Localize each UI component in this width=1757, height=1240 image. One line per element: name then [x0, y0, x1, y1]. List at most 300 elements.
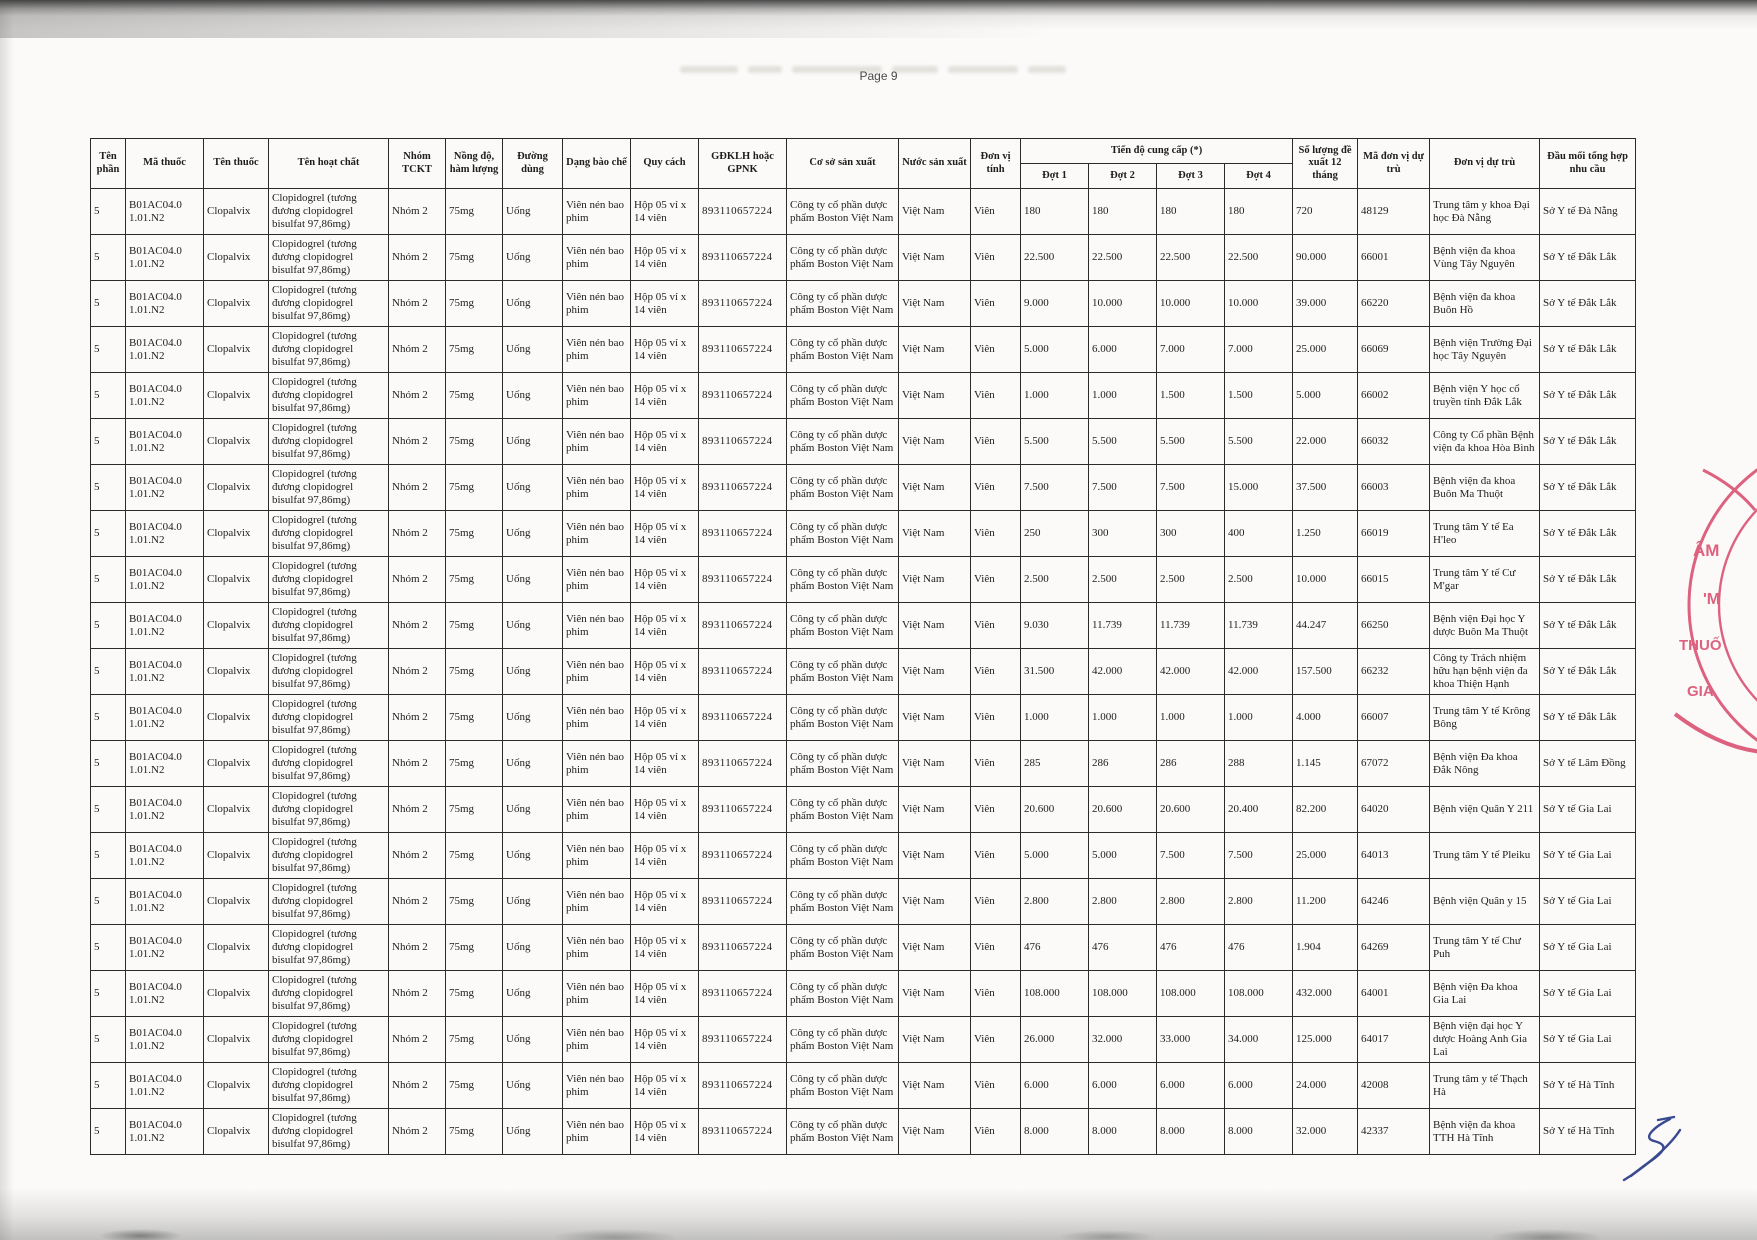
cell-unit-name: Trung tâm y tế Thạch Hà: [1430, 1063, 1540, 1109]
header-don-vi-tinh: Đơn vị tính: [971, 139, 1021, 189]
cell-group: Nhóm 2: [389, 603, 446, 649]
cell-dot4: 476: [1225, 925, 1293, 971]
cell-reg-no: 893110657224: [699, 1017, 787, 1063]
cell-unit-name: Trung tâm Y tế Pleiku: [1430, 833, 1540, 879]
table-row: [91, 603, 1636, 649]
cell-dot4: 2.500: [1225, 557, 1293, 603]
cell-route: Uống: [503, 925, 563, 971]
cell-section-no: 5: [91, 971, 126, 1017]
cell-drug-code: B01AC04.0 1.01.N2: [126, 1063, 204, 1109]
stamp-text-fragment-1: ÂM: [1693, 541, 1720, 560]
cell-focal: Sở Y tế Gia Lai: [1540, 925, 1636, 971]
cell-unit-code: 64001: [1358, 971, 1430, 1017]
cell-unit: Viên: [971, 695, 1021, 741]
cell-drug-name: Clopalvix: [204, 557, 269, 603]
cell-dot2: 108.000: [1089, 971, 1157, 1017]
cell-dosage-form: Viên nén bao phim: [563, 833, 631, 879]
cell-strength: 75mg: [446, 557, 503, 603]
cell-active-ingredient: Clopidogrel (tương đương clopidogrel bisulfat 97,86mg): [269, 971, 389, 1017]
cell-dot1: 7.500: [1021, 465, 1089, 511]
cell-reg-no: 893110657224: [699, 649, 787, 695]
cell-section-no: 5: [91, 879, 126, 925]
cell-focal: Sở Y tế Đắk Lắk: [1540, 327, 1636, 373]
cell-active-ingredient: Clopidogrel (tương đương clopidogrel bisulfat 97,86mg): [269, 741, 389, 787]
cell-dot1: 2.500: [1021, 557, 1089, 603]
cell-dot4: 108.000: [1225, 971, 1293, 1017]
cell-total: 432.000: [1293, 971, 1358, 1017]
cell-unit-code: 66069: [1358, 327, 1430, 373]
cell-group: Nhóm 2: [389, 741, 446, 787]
cell-route: Uống: [503, 833, 563, 879]
cell-drug-code: B01AC04.0 1.01.N2: [126, 1109, 204, 1155]
cell-focal: Sở Y tế Đắk Lắk: [1540, 465, 1636, 511]
cell-total: 25.000: [1293, 327, 1358, 373]
cell-strength: 75mg: [446, 833, 503, 879]
cell-reg-no: 893110657224: [699, 235, 787, 281]
cell-unit-code: 42008: [1358, 1063, 1430, 1109]
cell-focal: Sở Y tế Hà Tĩnh: [1540, 1109, 1636, 1155]
cell-dot2: 7.500: [1089, 465, 1157, 511]
cell-country: Việt Nam: [899, 741, 971, 787]
cell-active-ingredient: Clopidogrel (tương đương clopidogrel bisulfat 97,86mg): [269, 373, 389, 419]
cell-dosage-form: Viên nén bao phim: [563, 511, 631, 557]
cell-group: Nhóm 2: [389, 465, 446, 511]
cell-group: Nhóm 2: [389, 879, 446, 925]
cell-group: Nhóm 2: [389, 971, 446, 1017]
cell-unit: Viên: [971, 511, 1021, 557]
cell-unit: Viên: [971, 833, 1021, 879]
cell-dot3: 8.000: [1157, 1109, 1225, 1155]
cell-group: Nhóm 2: [389, 189, 446, 235]
cell-unit-name: Bệnh viện Quân y 15: [1430, 879, 1540, 925]
cell-group: Nhóm 2: [389, 511, 446, 557]
cell-dot3: 22.500: [1157, 235, 1225, 281]
table-row: [91, 189, 1636, 235]
cell-dot3: 7.000: [1157, 327, 1225, 373]
cell-total: 44.247: [1293, 603, 1358, 649]
cell-dot2: 286: [1089, 741, 1157, 787]
cell-dot3: 33.000: [1157, 1017, 1225, 1063]
cell-group: Nhóm 2: [389, 1017, 446, 1063]
cell-focal: Sở Y tế Đắk Lắk: [1540, 649, 1636, 695]
cell-country: Việt Nam: [899, 925, 971, 971]
cell-dot3: 11.739: [1157, 603, 1225, 649]
cell-unit-code: 64020: [1358, 787, 1430, 833]
cell-manufacturer: Công ty cổ phần dược phẩm Boston Việt Nam: [787, 465, 899, 511]
cell-group: Nhóm 2: [389, 695, 446, 741]
cell-route: Uống: [503, 373, 563, 419]
cell-dot4: 15.000: [1225, 465, 1293, 511]
cell-unit-name: Bệnh viện Trường Đại học Tây Nguyên: [1430, 327, 1540, 373]
cell-dot2: 2.800: [1089, 879, 1157, 925]
table-row: [91, 1109, 1636, 1155]
cell-dot1: 108.000: [1021, 971, 1089, 1017]
header-don-vi-du-tru: Đơn vị dự trù: [1430, 139, 1540, 189]
cell-unit: Viên: [971, 971, 1021, 1017]
cell-reg-no: 893110657224: [699, 557, 787, 603]
cell-dot4: 34.000: [1225, 1017, 1293, 1063]
cell-dot1: 31.500: [1021, 649, 1089, 695]
cell-dot2: 6.000: [1089, 327, 1157, 373]
cell-dot4: 7.000: [1225, 327, 1293, 373]
cell-dosage-form: Viên nén bao phim: [563, 465, 631, 511]
cell-packaging: Hộp 05 vỉ x 14 viên: [631, 1017, 699, 1063]
cell-dot2: 180: [1089, 189, 1157, 235]
cell-group: Nhóm 2: [389, 833, 446, 879]
header-dot-1: Đợt 1: [1021, 164, 1089, 189]
cell-unit: Viên: [971, 1017, 1021, 1063]
cell-dot4: 1.500: [1225, 373, 1293, 419]
cell-unit-name: Trung tâm Y tế Ea H'leo: [1430, 511, 1540, 557]
cell-strength: 75mg: [446, 695, 503, 741]
cell-unit: Viên: [971, 1063, 1021, 1109]
cell-unit-name: Bệnh viện đa khoa Buôn Hồ: [1430, 281, 1540, 327]
cell-section-no: 5: [91, 603, 126, 649]
cell-manufacturer: Công ty cổ phần dược phẩm Boston Việt Nam: [787, 373, 899, 419]
cell-country: Việt Nam: [899, 235, 971, 281]
cell-unit-code: 64246: [1358, 879, 1430, 925]
cell-manufacturer: Công ty cổ phần dược phẩm Boston Việt Nam: [787, 419, 899, 465]
cell-drug-name: Clopalvix: [204, 1063, 269, 1109]
cell-dot1: 2.800: [1021, 879, 1089, 925]
cell-dot1: 9.030: [1021, 603, 1089, 649]
cell-active-ingredient: Clopidogrel (tương đương clopidogrel bisulfat 97,86mg): [269, 695, 389, 741]
cell-reg-no: 893110657224: [699, 373, 787, 419]
cell-dot2: 10.000: [1089, 281, 1157, 327]
drug-supply-table: [90, 138, 1636, 1155]
cell-unit-code: 66007: [1358, 695, 1430, 741]
cell-dot3: 476: [1157, 925, 1225, 971]
cell-unit-code: 64017: [1358, 1017, 1430, 1063]
cell-total: 22.000: [1293, 419, 1358, 465]
cell-manufacturer: Công ty cổ phần dược phẩm Boston Việt Nam: [787, 235, 899, 281]
cell-route: Uống: [503, 1109, 563, 1155]
cell-active-ingredient: Clopidogrel (tương đương clopidogrel bisulfat 97,86mg): [269, 511, 389, 557]
cell-strength: 75mg: [446, 879, 503, 925]
table-row: [91, 833, 1636, 879]
cell-section-no: 5: [91, 281, 126, 327]
cell-unit-name: Bệnh viện đại học Y dược Hoàng Anh Gia Lai: [1430, 1017, 1540, 1063]
header-ma-don-vi: Mã đơn vị dự trù: [1358, 139, 1430, 189]
stamp-text-fragment-3: THUỐ: [1679, 637, 1722, 654]
cell-total: 90.000: [1293, 235, 1358, 281]
cell-country: Việt Nam: [899, 281, 971, 327]
cell-drug-code: B01AC04.0 1.01.N2: [126, 557, 204, 603]
cell-focal: Sở Y tế Gia Lai: [1540, 971, 1636, 1017]
cell-country: Việt Nam: [899, 603, 971, 649]
header-ten-hoat-chat: Tên hoạt chất: [269, 139, 389, 189]
cell-dot4: 7.500: [1225, 833, 1293, 879]
cell-dosage-form: Viên nén bao phim: [563, 971, 631, 1017]
cell-unit-code: 67072: [1358, 741, 1430, 787]
cell-section-no: 5: [91, 189, 126, 235]
cell-group: Nhóm 2: [389, 281, 446, 327]
cell-packaging: Hộp 05 vỉ x 14 viên: [631, 603, 699, 649]
cell-unit-code: 66001: [1358, 235, 1430, 281]
cell-dosage-form: Viên nén bao phim: [563, 1063, 631, 1109]
cell-unit: Viên: [971, 465, 1021, 511]
cell-country: Việt Nam: [899, 649, 971, 695]
cell-focal: Sở Y tế Gia Lai: [1540, 833, 1636, 879]
cell-unit-code: 64013: [1358, 833, 1430, 879]
cell-active-ingredient: Clopidogrel (tương đương clopidogrel bisulfat 97,86mg): [269, 925, 389, 971]
cell-country: Việt Nam: [899, 695, 971, 741]
cell-drug-code: B01AC04.0 1.01.N2: [126, 879, 204, 925]
cell-dot4: 2.800: [1225, 879, 1293, 925]
cell-unit-name: Bệnh viện đa khoa Buôn Ma Thuột: [1430, 465, 1540, 511]
handwritten-signature-mark: [1612, 1112, 1708, 1198]
cell-unit-name: Bệnh viện Đa khoa Đắk Nông: [1430, 741, 1540, 787]
cell-packaging: Hộp 05 vỉ x 14 viên: [631, 879, 699, 925]
cell-unit-name: Bệnh viện đa khoa Vùng Tây Nguyên: [1430, 235, 1540, 281]
scan-artifact-left-shade: [0, 0, 14, 1240]
cell-unit-code: 66003: [1358, 465, 1430, 511]
cell-unit-code: 64269: [1358, 925, 1430, 971]
cell-total: 82.200: [1293, 787, 1358, 833]
cell-focal: Sở Y tế Đắk Lắk: [1540, 603, 1636, 649]
cell-active-ingredient: Clopidogrel (tương đương clopidogrel bisulfat 97,86mg): [269, 1017, 389, 1063]
cell-section-no: 5: [91, 925, 126, 971]
cell-group: Nhóm 2: [389, 327, 446, 373]
cell-reg-no: 893110657224: [699, 971, 787, 1017]
cell-dosage-form: Viên nén bao phim: [563, 189, 631, 235]
cell-manufacturer: Công ty cổ phần dược phẩm Boston Việt Nam: [787, 603, 899, 649]
cell-section-no: 5: [91, 649, 126, 695]
cell-dosage-form: Viên nén bao phim: [563, 419, 631, 465]
cell-total: 24.000: [1293, 1063, 1358, 1109]
cell-total: 11.200: [1293, 879, 1358, 925]
cell-manufacturer: Công ty cổ phần dược phẩm Boston Việt Nam: [787, 1063, 899, 1109]
cell-focal: Sở Y tế Lâm Đồng: [1540, 741, 1636, 787]
cell-drug-name: Clopalvix: [204, 925, 269, 971]
cell-dot2: 8.000: [1089, 1109, 1157, 1155]
cell-manufacturer: Công ty cổ phần dược phẩm Boston Việt Nam: [787, 557, 899, 603]
cell-route: Uống: [503, 419, 563, 465]
cell-drug-code: B01AC04.0 1.01.N2: [126, 189, 204, 235]
cell-packaging: Hộp 05 vỉ x 14 viên: [631, 833, 699, 879]
cell-packaging: Hộp 05 vỉ x 14 viên: [631, 511, 699, 557]
cell-unit: Viên: [971, 741, 1021, 787]
header-nhom-tckt: Nhóm TCKT: [389, 139, 446, 189]
cell-group: Nhóm 2: [389, 235, 446, 281]
cell-unit: Viên: [971, 557, 1021, 603]
cell-dosage-form: Viên nén bao phim: [563, 1109, 631, 1155]
cell-dot1: 5.000: [1021, 833, 1089, 879]
cell-drug-name: Clopalvix: [204, 741, 269, 787]
cell-drug-code: B01AC04.0 1.01.N2: [126, 465, 204, 511]
cell-country: Việt Nam: [899, 879, 971, 925]
cell-dot2: 1.000: [1089, 695, 1157, 741]
cell-dot1: 180: [1021, 189, 1089, 235]
cell-dot1: 5.500: [1021, 419, 1089, 465]
cell-unit: Viên: [971, 189, 1021, 235]
cell-section-no: 5: [91, 787, 126, 833]
table-row: [91, 787, 1636, 833]
cell-manufacturer: Công ty cổ phần dược phẩm Boston Việt Nam: [787, 925, 899, 971]
cell-unit: Viên: [971, 327, 1021, 373]
cell-reg-no: 893110657224: [699, 787, 787, 833]
cell-total: 32.000: [1293, 1109, 1358, 1155]
cell-unit-name: Công ty Cổ phần Bệnh viện đa khoa Hòa Bình: [1430, 419, 1540, 465]
cell-unit-code: 42337: [1358, 1109, 1430, 1155]
cell-dosage-form: Viên nén bao phim: [563, 281, 631, 327]
cell-focal: Sở Y tế Đắk Lắk: [1540, 235, 1636, 281]
table-row: [91, 879, 1636, 925]
cell-country: Việt Nam: [899, 1017, 971, 1063]
cell-active-ingredient: Clopidogrel (tương đương clopidogrel bisulfat 97,86mg): [269, 189, 389, 235]
cell-unit-code: 66232: [1358, 649, 1430, 695]
cell-focal: Sở Y tế Đắk Lắk: [1540, 695, 1636, 741]
cell-section-no: 5: [91, 419, 126, 465]
cell-strength: 75mg: [446, 235, 503, 281]
cell-unit-name: Trung tâm Y tế Cư M'gar: [1430, 557, 1540, 603]
cell-drug-name: Clopalvix: [204, 695, 269, 741]
cell-country: Việt Nam: [899, 189, 971, 235]
table-row: [91, 1063, 1636, 1109]
cell-active-ingredient: Clopidogrel (tương đương clopidogrel bisulfat 97,86mg): [269, 1109, 389, 1155]
cell-unit-code: 66220: [1358, 281, 1430, 327]
cell-dot4: 10.000: [1225, 281, 1293, 327]
cell-drug-code: B01AC04.0 1.01.N2: [126, 649, 204, 695]
cell-strength: 75mg: [446, 189, 503, 235]
cell-strength: 75mg: [446, 971, 503, 1017]
cell-manufacturer: Công ty cổ phần dược phẩm Boston Việt Nam: [787, 189, 899, 235]
cell-section-no: 5: [91, 327, 126, 373]
cell-dot1: 1.000: [1021, 695, 1089, 741]
cell-dot2: 1.000: [1089, 373, 1157, 419]
cell-packaging: Hộp 05 vỉ x 14 viên: [631, 971, 699, 1017]
cell-dot3: 7.500: [1157, 465, 1225, 511]
cell-active-ingredient: Clopidogrel (tương đương clopidogrel bisulfat 97,86mg): [269, 235, 389, 281]
cell-active-ingredient: Clopidogrel (tương đương clopidogrel bisulfat 97,86mg): [269, 419, 389, 465]
cell-manufacturer: Công ty cổ phần dược phẩm Boston Việt Nam: [787, 879, 899, 925]
table-row: [91, 1017, 1636, 1063]
cell-country: Việt Nam: [899, 557, 971, 603]
cell-packaging: Hộp 05 vỉ x 14 viên: [631, 189, 699, 235]
header-quy-cach: Quy cách: [631, 139, 699, 189]
cell-dot3: 10.000: [1157, 281, 1225, 327]
cell-drug-name: Clopalvix: [204, 1017, 269, 1063]
cell-group: Nhóm 2: [389, 787, 446, 833]
cell-reg-no: 893110657224: [699, 189, 787, 235]
cell-dosage-form: Viên nén bao phim: [563, 235, 631, 281]
cell-dot4: 20.400: [1225, 787, 1293, 833]
cell-total: 25.000: [1293, 833, 1358, 879]
cell-drug-code: B01AC04.0 1.01.N2: [126, 971, 204, 1017]
cell-strength: 75mg: [446, 741, 503, 787]
table-row: [91, 695, 1636, 741]
cell-unit-name: Trung tâm Y tế Chư Puh: [1430, 925, 1540, 971]
cell-strength: 75mg: [446, 649, 503, 695]
cell-group: Nhóm 2: [389, 419, 446, 465]
cell-unit: Viên: [971, 419, 1021, 465]
cell-active-ingredient: Clopidogrel (tương đương clopidogrel bisulfat 97,86mg): [269, 465, 389, 511]
table-row: [91, 327, 1636, 373]
cell-dosage-form: Viên nén bao phim: [563, 925, 631, 971]
cell-packaging: Hộp 05 vỉ x 14 viên: [631, 465, 699, 511]
cell-drug-code: B01AC04.0 1.01.N2: [126, 419, 204, 465]
cell-dosage-form: Viên nén bao phim: [563, 695, 631, 741]
cell-dot4: 6.000: [1225, 1063, 1293, 1109]
cell-drug-code: B01AC04.0 1.01.N2: [126, 1017, 204, 1063]
cell-dosage-form: Viên nén bao phim: [563, 557, 631, 603]
cell-dot2: 476: [1089, 925, 1157, 971]
cell-active-ingredient: Clopidogrel (tương đương clopidogrel bisulfat 97,86mg): [269, 327, 389, 373]
stamp-text-fragment-2: 'M: [1703, 591, 1721, 608]
cell-dosage-form: Viên nén bao phim: [563, 741, 631, 787]
table-body: [91, 189, 1636, 1155]
cell-group: Nhóm 2: [389, 373, 446, 419]
cell-unit-name: Trung tâm Y tế Krông Bông: [1430, 695, 1540, 741]
cell-unit: Viên: [971, 373, 1021, 419]
table-header: [91, 139, 1636, 189]
cell-unit-code: 66002: [1358, 373, 1430, 419]
cell-unit-name: Bệnh viện Y học cổ truyền tỉnh Đắk Lắk: [1430, 373, 1540, 419]
cell-dot1: 6.000: [1021, 1063, 1089, 1109]
cell-strength: 75mg: [446, 1109, 503, 1155]
cell-unit-code: 66250: [1358, 603, 1430, 649]
cell-packaging: Hộp 05 vỉ x 14 viên: [631, 695, 699, 741]
cell-drug-name: Clopalvix: [204, 465, 269, 511]
cell-reg-no: 893110657224: [699, 281, 787, 327]
cell-total: 10.000: [1293, 557, 1358, 603]
cell-route: Uống: [503, 327, 563, 373]
cell-dot2: 11.739: [1089, 603, 1157, 649]
cell-country: Việt Nam: [899, 787, 971, 833]
table-row: [91, 465, 1636, 511]
header-nuoc-san-xuat: Nước sản xuất: [899, 139, 971, 189]
cell-route: Uống: [503, 741, 563, 787]
cell-focal: Sở Y tế Đắk Lắk: [1540, 373, 1636, 419]
cell-manufacturer: Công ty cổ phần dược phẩm Boston Việt Nam: [787, 511, 899, 557]
cell-focal: Sở Y tế Đắk Lắk: [1540, 281, 1636, 327]
cell-total: 39.000: [1293, 281, 1358, 327]
cell-dot3: 1.500: [1157, 373, 1225, 419]
cell-drug-name: Clopalvix: [204, 879, 269, 925]
cell-unit: Viên: [971, 235, 1021, 281]
cell-strength: 75mg: [446, 373, 503, 419]
cell-unit-code: 66032: [1358, 419, 1430, 465]
cell-total: 1.145: [1293, 741, 1358, 787]
cell-reg-no: 893110657224: [699, 327, 787, 373]
cell-reg-no: 893110657224: [699, 695, 787, 741]
cell-packaging: Hộp 05 vỉ x 14 viên: [631, 925, 699, 971]
cell-route: Uống: [503, 189, 563, 235]
cell-drug-name: Clopalvix: [204, 787, 269, 833]
cell-active-ingredient: Clopidogrel (tương đương clopidogrel bisulfat 97,86mg): [269, 1063, 389, 1109]
cell-active-ingredient: Clopidogrel (tương đương clopidogrel bisulfat 97,86mg): [269, 879, 389, 925]
cell-dot2: 5.500: [1089, 419, 1157, 465]
cell-manufacturer: Công ty cổ phần dược phẩm Boston Việt Nam: [787, 787, 899, 833]
header-ma-thuoc: Mã thuốc: [126, 139, 204, 189]
header-tien-do-cung-cap: Tiến độ cung cấp (*): [1021, 139, 1293, 164]
cell-section-no: 5: [91, 465, 126, 511]
cell-dot4: 42.000: [1225, 649, 1293, 695]
cell-dot2: 42.000: [1089, 649, 1157, 695]
cell-focal: Sở Y tế Gia Lai: [1540, 787, 1636, 833]
table-row: [91, 971, 1636, 1017]
table-row: [91, 281, 1636, 327]
cell-unit-name: Trung tâm y khoa Đại học Đà Nẵng: [1430, 189, 1540, 235]
cell-drug-code: B01AC04.0 1.01.N2: [126, 235, 204, 281]
cell-focal: Sở Y tế Đắk Lắk: [1540, 557, 1636, 603]
cell-dosage-form: Viên nén bao phim: [563, 603, 631, 649]
cell-manufacturer: Công ty cổ phần dược phẩm Boston Việt Nam: [787, 327, 899, 373]
header-ten-thuoc: Tên thuốc: [204, 139, 269, 189]
cell-country: Việt Nam: [899, 373, 971, 419]
cell-drug-name: Clopalvix: [204, 419, 269, 465]
cell-dot4: 11.739: [1225, 603, 1293, 649]
